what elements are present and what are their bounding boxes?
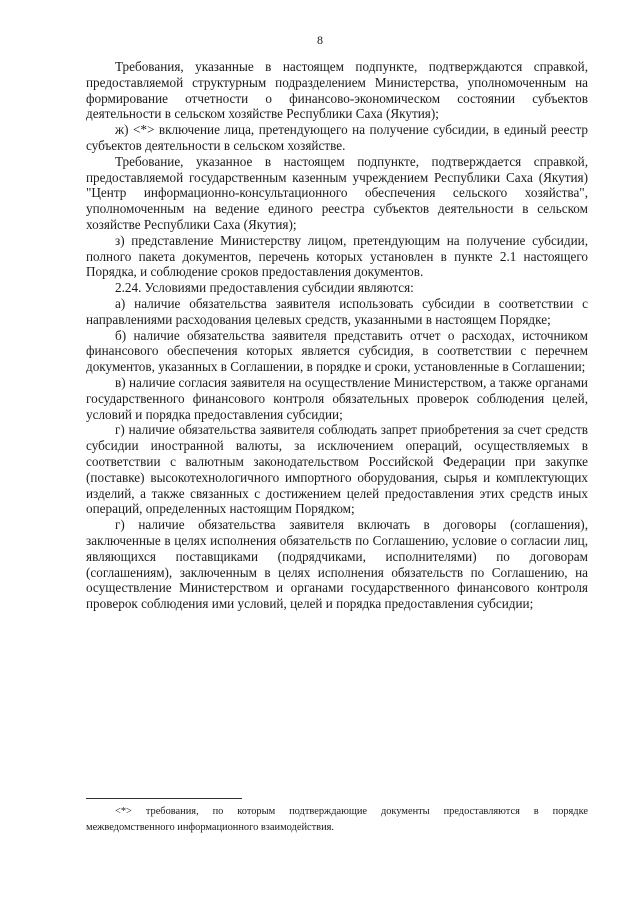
paragraph-item-a: а) наличие обязательства заявителя использовать субсидии в соответствии с направлениями расходования целевых средств, указанными в настоящем Порядке;	[86, 295, 588, 327]
paragraph-requirement-confirmation-1: Требования, указанные в настоящем подпункте, подтверждаются справкой, предоставляемой структурным подразделением Министерства, уполномоченным на формирование отчетности о финансово-экономическом состоянии субъектов деятельности в сельском хозяйстве Республики Саха (Якутия);	[86, 59, 588, 122]
paragraph-item-zh: ж) <*> включение лица, претендующего на получение субсидии, в единый реестр субъектов деятельности в сельском хозяйстве.	[86, 122, 588, 153]
paragraph-item-b: б) наличие обязательства заявителя представить отчет о расходах, источником финансового обеспечения которых является субсидия, в соответствии с перечнем документов, указанных в Соглашении, в порядке и сроки, установленные в Соглашении;	[86, 327, 588, 375]
paragraph-item-g-1: г) наличие обязательства заявителя соблюдать запрет приобретения за счет средств субсидии иностранной валюты, за исключением операций, осуществляемых в соответствии с валютным законодательством Российской Федерации при закупке (поставке) высокотехнологичного импортного оборудования, сырья и комплектующих изделий, а также связанных с достижением целей предоставления этих средств иных операций, определенных настоящим Порядком;	[86, 422, 588, 517]
paragraph-item-v: в) наличие согласия заявителя на осуществление Министерством, а также органами государственного финансового контроля обязательных проверок соблюдения целей, условий и порядка предоставления субсидии;	[86, 374, 588, 422]
paragraph-section-2-24: 2.24. Условиями предоставления субсидии являются:	[115, 280, 414, 296]
document-body	[86, 59, 588, 612]
paragraph-item-z: з) представление Министерству лицом, претендующим на получение субсидии, полного пакета документов, перечень которых установлен в пункте 2.1 настоящего Порядка, и соблюдение сроков предоставления документов.	[86, 232, 588, 280]
footnote-divider	[86, 798, 242, 799]
paragraph-requirement-confirmation-2: Требование, указанное в настоящем подпункте, подтверждается справкой, предоставляемой государственным казенным учреждением Республики Саха (Якутия) "Центр информационно-консультационного обеспечения сельского хозяйства", уполномоченным на ведение единого реестра субъектов деятельности в сельском хозяйстве Республики Саха (Якутия);	[86, 153, 588, 232]
footnote: <*> требования, по которым подтверждающие документы предоставляются в порядке межведомственного информационного взаимодействия.	[86, 806, 588, 833]
page-number: 8	[317, 33, 323, 47]
paragraph-item-g-2: г) наличие обязательства заявителя включать в договоры (соглашения), заключенные в целях исполнения обязательств по Соглашению, условие о согласии лиц, являющихся поставщиками (подрядчиками, исполнителями) по договорам (соглашениям), заключенным в целях исполнения обязательств по Соглашению, на осуществление Министерством и органами государственного финансового контроля проверок соблюдения ими условий, целей и порядка предоставления субсидии;	[86, 517, 588, 612]
